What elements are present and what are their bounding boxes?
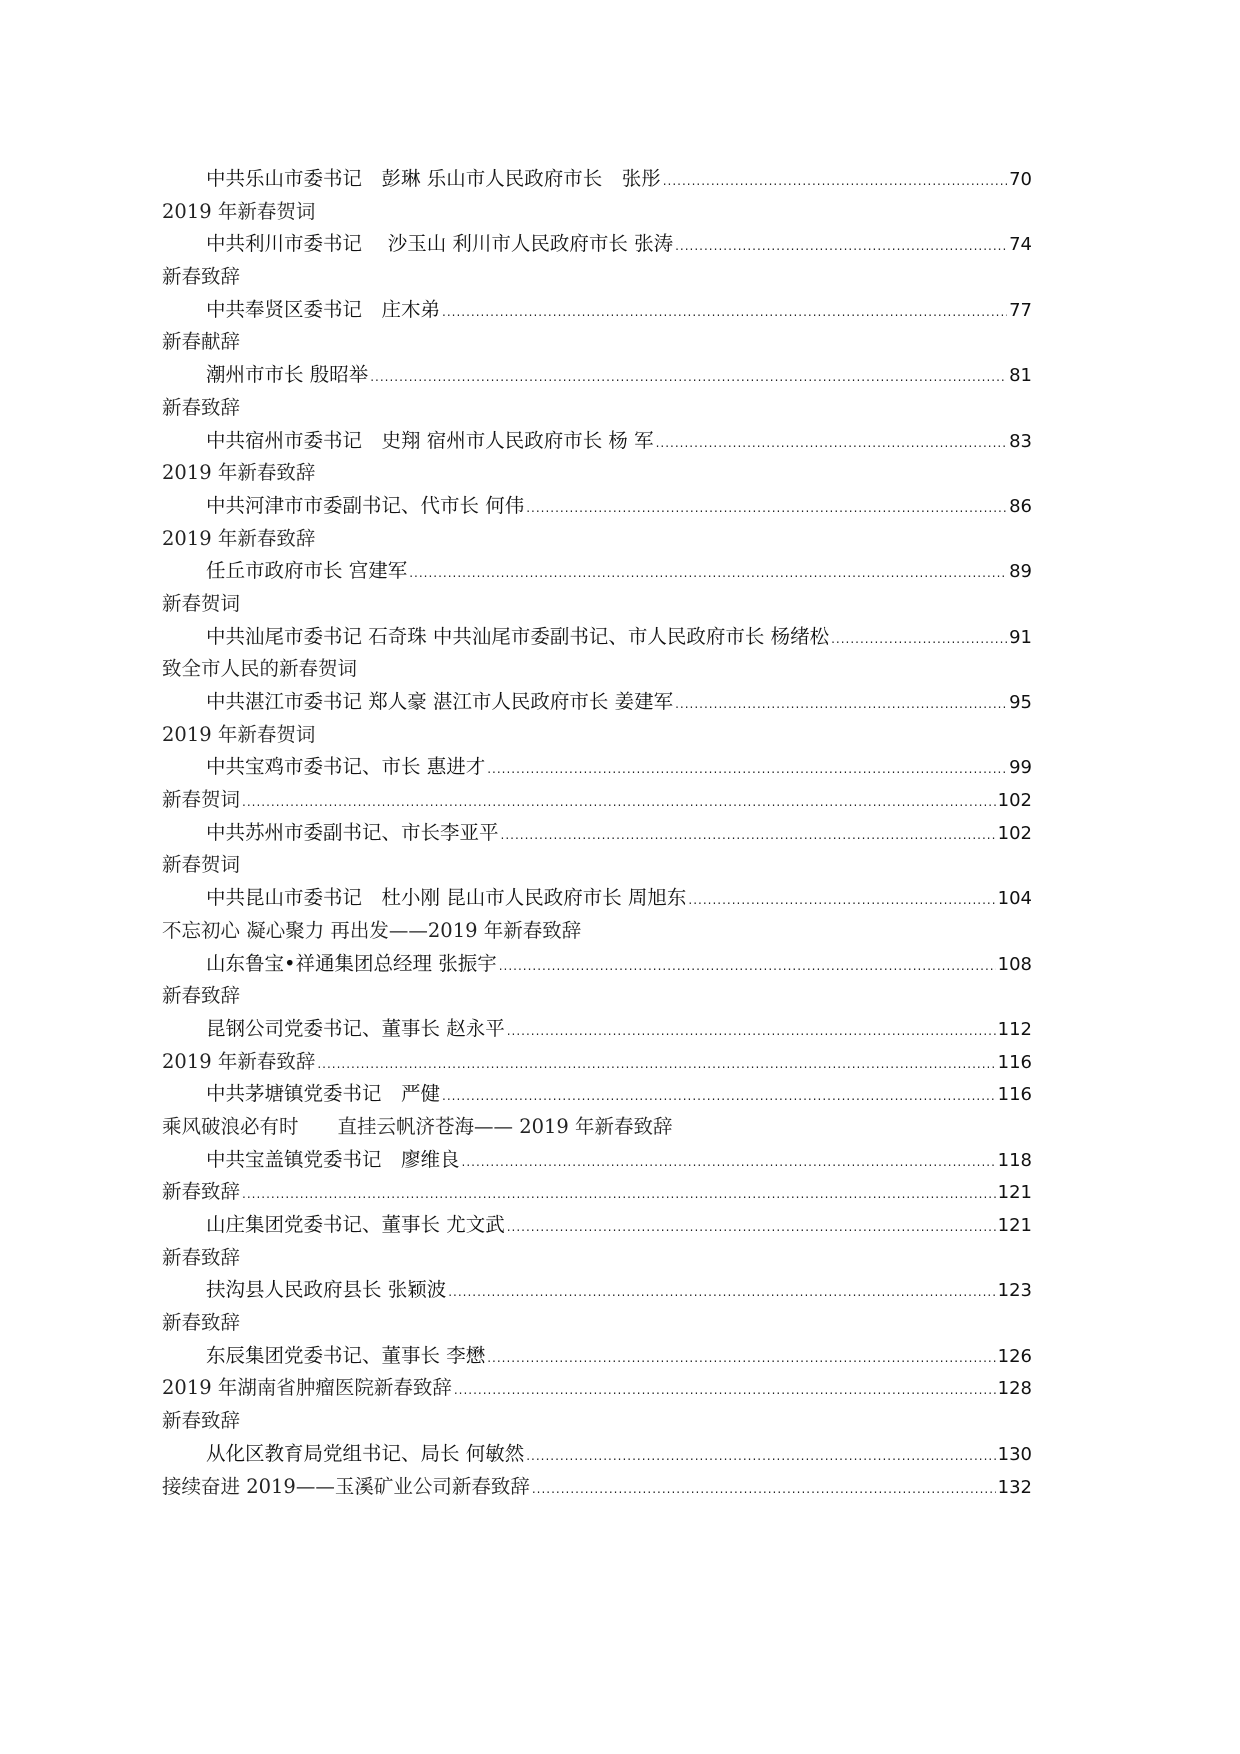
- toc-entry-title: 乘风破浪必有时 直挂云帆济苍海—— 2019 年新春致辞: [162, 1114, 673, 1138]
- toc-entry-title: 2019 年新春致辞: [162, 461, 316, 485]
- toc-section-heading[interactable]: [162, 784, 1032, 817]
- toc-page-number: 77: [1009, 299, 1032, 321]
- toc-page-number: 70: [1009, 169, 1032, 190]
- toc-entry-title: 新春致辞: [162, 1311, 241, 1335]
- toc-section-heading[interactable]: [162, 719, 1032, 752]
- toc-page-number: 74: [1009, 234, 1032, 256]
- toc-entry-title: 中共苏州市委副书记、市长李亚平: [206, 820, 499, 844]
- toc-dot-leader: [656, 427, 1007, 460]
- toc-dot-leader: [663, 165, 1007, 198]
- toc-entry[interactable]: [162, 425, 1032, 458]
- toc-entry[interactable]: [162, 1438, 1032, 1471]
- toc-entry-title: 新春致辞: [162, 1245, 241, 1269]
- toc-entry-title: 中共湛江市委书记 郑人豪 湛江市人民政府市长 姜建军: [206, 690, 674, 713]
- toc-page-number: 116: [997, 1051, 1032, 1073]
- toc-dot-leader: [409, 557, 1007, 590]
- toc-dot-leader: [442, 1080, 996, 1113]
- toc-section-heading[interactable]: [162, 326, 1032, 359]
- toc-page-number: 81: [1009, 365, 1032, 387]
- toc-entry-title: 中共汕尾市委书记 石奇珠 中共汕尾市委副书记、市人民政府市长 杨绪松: [206, 624, 830, 648]
- toc-page-number: 95: [1009, 692, 1032, 713]
- toc-entry-title: 中共河津市市委副书记、代市长 何伟: [206, 493, 525, 517]
- toc-entry-title: 中共宝盖镇党委书记 廖维良: [206, 1147, 460, 1171]
- toc-entry-title: 扶沟县人民政府县长 张颖波: [206, 1278, 447, 1302]
- toc-entry[interactable]: [162, 1078, 1032, 1111]
- toc-dot-leader: [501, 819, 996, 852]
- toc-entry-title: 任丘市政府市长 宫建军: [206, 559, 408, 583]
- toc-entry-title: 2019 年新春贺词: [162, 199, 316, 223]
- toc-entry[interactable]: [162, 686, 1032, 719]
- toc-section-heading[interactable]: [162, 1176, 1032, 1209]
- toc-page-number: 128: [997, 1378, 1032, 1400]
- toc-section-heading[interactable]: [162, 1405, 1032, 1438]
- toc-entry[interactable]: [162, 555, 1032, 588]
- toc-dot-leader: [526, 492, 1007, 525]
- toc-dot-leader: [370, 361, 1007, 394]
- toc-page-number: 121: [997, 1215, 1032, 1236]
- toc-dot-leader: [242, 1178, 996, 1211]
- toc-entry-title: 中共昆山市委书记 杜小刚 昆山市人民政府市长 周旭东: [206, 886, 687, 910]
- toc-section-heading[interactable]: [162, 457, 1032, 490]
- toc-dot-leader: [532, 1473, 996, 1506]
- toc-section-heading[interactable]: [162, 588, 1032, 621]
- toc-entry-title: 新春贺词: [162, 853, 241, 877]
- toc-entry-title: 新春献辞: [162, 330, 241, 354]
- toc-entry-title: 新春贺词: [162, 788, 241, 812]
- toc-dot-leader: [507, 1015, 996, 1048]
- toc-entry[interactable]: [162, 621, 1032, 654]
- toc-entry[interactable]: [162, 228, 1032, 261]
- toc-entry-title: 中共利川市委书记 沙玉山 利川市人民政府市长 张涛: [206, 232, 674, 256]
- toc-page-number: 83: [1009, 430, 1032, 452]
- toc-page-number: 102: [997, 790, 1032, 812]
- toc-entry-title: 东辰集团党委书记、董事长 李懋: [206, 1343, 486, 1367]
- toc-dot-leader: [462, 1146, 996, 1179]
- toc-section-heading[interactable]: [162, 1307, 1032, 1340]
- toc-section-heading[interactable]: [162, 196, 1032, 229]
- toc-entry-title: 2019 年新春致辞: [162, 1049, 316, 1073]
- toc-entry[interactable]: [162, 294, 1032, 327]
- toc-section-heading[interactable]: [162, 980, 1032, 1013]
- toc-entry-title: 新春贺词: [162, 591, 241, 615]
- toc-page-number: 104: [997, 888, 1032, 910]
- toc-page-number: 89: [1009, 561, 1032, 583]
- toc-dot-leader: [499, 950, 996, 983]
- toc-dot-leader: [242, 786, 996, 819]
- toc-section-heading[interactable]: [162, 653, 1032, 686]
- toc-entry[interactable]: [162, 817, 1032, 850]
- toc-page-number: 126: [997, 1345, 1032, 1367]
- toc-page-number: 91: [1009, 626, 1032, 648]
- toc-entry-title: 潮州市市长 殷昭举: [206, 363, 369, 387]
- toc-entry-title: 2019 年新春致辞: [162, 526, 316, 550]
- toc-page-number: 118: [997, 1149, 1032, 1171]
- toc-entry[interactable]: [162, 163, 1032, 196]
- toc-entry[interactable]: [162, 1209, 1032, 1242]
- toc-section-heading[interactable]: [162, 523, 1032, 556]
- toc-entry-title: 中共宿州市委书记 史翔 宿州市人民政府市长 杨 军: [206, 428, 654, 452]
- toc-entry-title: 致全市人民的新春贺词: [162, 657, 358, 681]
- toc-section-heading[interactable]: [162, 261, 1032, 294]
- toc-dot-leader: [448, 1276, 995, 1309]
- toc-entry[interactable]: [162, 1144, 1032, 1177]
- toc-dot-leader: [442, 296, 1007, 329]
- toc-page-number: 102: [997, 822, 1032, 844]
- toc-entry[interactable]: [162, 490, 1032, 523]
- toc-page-number: 123: [997, 1280, 1032, 1302]
- toc-entry-title: 新春致辞: [162, 265, 241, 289]
- toc-entry-title: 2019 年新春贺词: [162, 722, 316, 746]
- toc-dot-leader: [831, 623, 1007, 656]
- toc-page-number: 108: [997, 953, 1032, 975]
- toc-section-heading[interactable]: [162, 1372, 1032, 1405]
- toc-dot-leader: [507, 1211, 996, 1244]
- toc-entry[interactable]: [162, 882, 1032, 915]
- toc-entry[interactable]: [162, 1274, 1032, 1307]
- toc-page-number: 99: [1009, 757, 1032, 779]
- toc-entry-title: 中共宝鸡市委书记、市长 惠进才: [206, 755, 486, 779]
- toc-dot-leader: [487, 753, 1007, 786]
- toc-dot-leader: [317, 1048, 995, 1081]
- toc-entry-title: 不忘初心 凝心聚力 再出发——2019 年新春致辞: [162, 918, 582, 942]
- toc-entry-title: 从化区教育局党组书记、局长 何敏然: [206, 1441, 525, 1465]
- toc-entry[interactable]: [162, 948, 1032, 981]
- table-of-contents: [162, 163, 1032, 1503]
- toc-page-number: 121: [997, 1182, 1032, 1204]
- toc-entry[interactable]: [162, 751, 1032, 784]
- toc-entry-title: 中共茅塘镇党委书记 严健: [206, 1082, 441, 1106]
- toc-section-heading[interactable]: [162, 1046, 1032, 1079]
- toc-entry-title: 中共乐山市委书记 彭琳 乐山市人民政府市长 张彤: [206, 167, 661, 190]
- toc-entry[interactable]: [162, 1013, 1032, 1046]
- toc-section-heading[interactable]: [162, 915, 1032, 948]
- toc-entry-title: 接续奋进 2019——玉溪矿业公司新春致辞: [162, 1474, 530, 1498]
- toc-entry-title: 新春致辞: [162, 984, 241, 1008]
- toc-entry-title: 2019 年湖南省肿瘤医院新春致辞: [162, 1376, 452, 1400]
- toc-dot-leader: [487, 1342, 995, 1375]
- toc-entry[interactable]: [162, 1340, 1032, 1373]
- toc-page-number: 112: [997, 1018, 1032, 1040]
- toc-entry-title: 昆钢公司党委书记、董事长 赵永平: [206, 1016, 505, 1040]
- toc-section-heading[interactable]: [162, 1111, 1032, 1144]
- toc-entry-title: 山庄集团党委书记、董事长 尤文武: [206, 1213, 505, 1236]
- toc-dot-leader: [454, 1374, 996, 1407]
- toc-entry-title: 山东鲁宝•祥通集团总经理 张振宇: [206, 951, 497, 975]
- toc-section-heading[interactable]: [162, 849, 1032, 882]
- toc-dot-leader: [675, 688, 1007, 721]
- toc-entry-title: 中共奉贤区委书记 庄木弟: [206, 297, 441, 321]
- toc-entry[interactable]: [162, 359, 1032, 392]
- toc-dot-leader: [688, 884, 995, 917]
- toc-entry-title: 新春致辞: [162, 395, 241, 419]
- toc-dot-leader: [526, 1440, 995, 1473]
- toc-entry-title: 新春致辞: [162, 1409, 241, 1433]
- toc-section-heading[interactable]: [162, 1242, 1032, 1275]
- toc-entry-title: 新春致辞: [162, 1180, 241, 1204]
- toc-page-number: 132: [997, 1476, 1032, 1498]
- toc-page-number: 86: [1009, 495, 1032, 517]
- toc-page-number: 130: [997, 1443, 1032, 1465]
- toc-page-number: 116: [997, 1084, 1032, 1106]
- toc-section-heading[interactable]: [162, 392, 1032, 425]
- toc-dot-leader: [675, 230, 1007, 263]
- toc-section-heading[interactable]: [162, 1471, 1032, 1504]
